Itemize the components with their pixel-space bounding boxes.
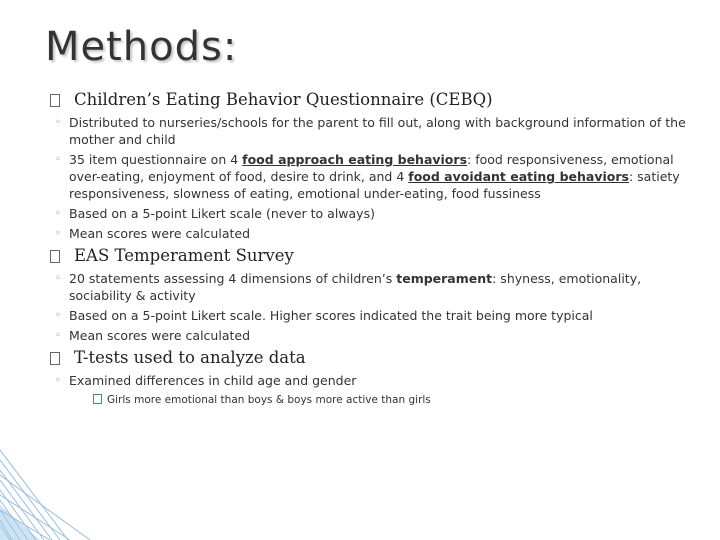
bullet-icon <box>50 250 60 263</box>
list-item: ◦ Distributed to nurseries/schools for the parent to fill out, along with background information of the mother and child <box>55 115 686 147</box>
list-item: ◦ 20 statements assessing 4 dimensions of children’s temperament: shyness, emotionality, sociability & activity <box>55 271 642 303</box>
slide-title: Methods: <box>45 24 238 70</box>
bullet-heading: Children’s Eating Behavior Questionnaire (CEBQ) <box>74 90 493 109</box>
list-item: ◦ Examined differences in child age and gender Girls more emotional than boys & boys more active than girls <box>69 372 690 409</box>
circle-bullet-icon: ◦ <box>55 208 61 219</box>
circle-bullet-icon: ◦ <box>55 117 61 128</box>
bold-term: temperament <box>396 271 493 286</box>
circle-bullet-icon: ◦ <box>55 154 61 165</box>
list-item: ◦ Mean scores were calculated <box>55 226 251 241</box>
circle-bullet-icon: ◦ <box>55 330 61 341</box>
list-item: ◦ Mean scores were calculated <box>55 328 251 343</box>
content-list <box>50 86 690 413</box>
circle-bullet-icon: ◦ <box>55 310 61 321</box>
circle-bullet-icon: ◦ <box>55 375 61 386</box>
bullet-cebq <box>50 90 690 109</box>
bullet-heading: T-tests used to analyze data <box>74 348 306 367</box>
eas-details <box>50 270 690 344</box>
bullet-icon <box>50 352 60 365</box>
list-item: ◦ Based on a 5-point Likert scale. Higher scores indicated the trait being more typical <box>55 308 593 323</box>
square-bullet-icon <box>93 394 102 404</box>
bullet-eas <box>50 246 690 265</box>
list-item: Girls more emotional than boys & boys more active than girls <box>107 392 690 409</box>
bullet-ttests <box>50 348 690 367</box>
list-item: ◦ 35 item questionnaire on 4 food approach eating behaviors: food responsiveness, emotional over-eating, enjoyment of food, desire to drink, and 4 food avoidant eating behaviors: satiety responsiveness, slowness of eating, emotional under-eating, food fussiness <box>55 152 680 201</box>
bullet-heading: EAS Temperament Survey <box>74 246 294 265</box>
bullet-icon <box>50 94 60 107</box>
circle-bullet-icon: ◦ <box>55 228 61 239</box>
ttests-subdetails <box>69 392 690 409</box>
underlined-term: food avoidant eating behaviors <box>408 169 629 184</box>
cebq-details <box>50 114 690 242</box>
corner-decoration <box>0 450 100 540</box>
list-item: ◦ Based on a 5-point Likert scale (never to always) <box>55 206 375 221</box>
underlined-term: food approach eating behaviors <box>242 152 468 167</box>
circle-bullet-icon: ◦ <box>55 273 61 284</box>
ttests-details <box>50 372 690 409</box>
